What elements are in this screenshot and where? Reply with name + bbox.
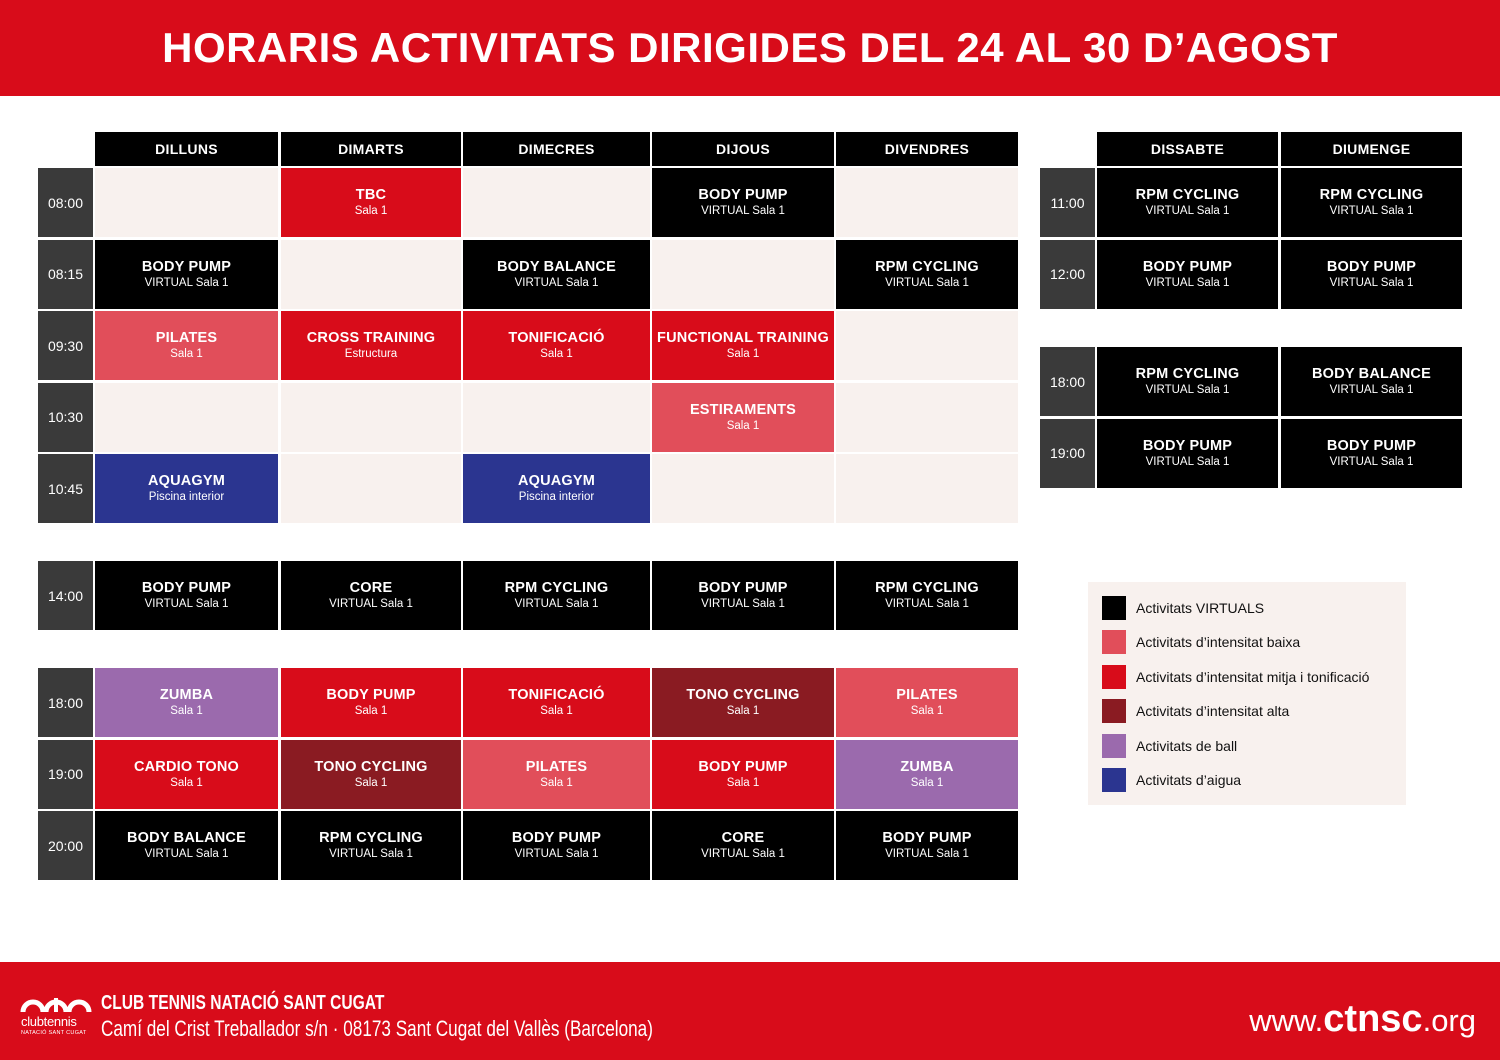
- activity-cell-tono-cycling[interactable]: [281, 740, 461, 809]
- activity-room: VIRTUAL Sala 1: [701, 848, 785, 860]
- activity-cell-rpm-cycling[interactable]: [1281, 168, 1462, 237]
- legend-label: Activitats d’intensitat baixa: [1136, 634, 1301, 651]
- time-slot: 18:00: [38, 668, 93, 737]
- header-bar: [0, 0, 1500, 96]
- legend-swatch: [1102, 768, 1126, 792]
- activity-name: BODY PUMP: [1326, 258, 1417, 275]
- activity-name: BODY PUMP: [511, 830, 602, 846]
- activity-room: Sala 1: [910, 776, 944, 789]
- activity-room: VIRTUAL Sala 1: [329, 598, 413, 610]
- legend-swatch: [1102, 630, 1126, 654]
- activity-cell-body-pump[interactable]: [836, 811, 1018, 880]
- activity-cell-pilates[interactable]: [95, 311, 278, 380]
- activity-name: ZUMBA: [900, 758, 954, 775]
- activity-room: VIRTUAL Sala 1: [144, 276, 229, 289]
- empty-slot: [836, 168, 1018, 237]
- activity-room: Estructura: [344, 348, 398, 360]
- activity-room: VIRTUAL Sala 1: [701, 205, 785, 217]
- website-brand: ctnsc: [1323, 998, 1423, 1040]
- activity-cell-tonificacio[interactable]: [463, 668, 650, 737]
- legend-item-alta: [1102, 699, 1289, 723]
- legend-label: Activitats d’aigua: [1136, 772, 1242, 788]
- activity-cell-zumba[interactable]: [836, 740, 1018, 809]
- activity-cell-tonificacio[interactable]: [463, 311, 650, 380]
- activity-name: BODY PUMP: [698, 758, 788, 775]
- activity-name: TBC: [355, 187, 387, 203]
- activity-cell-estiraments[interactable]: [652, 383, 834, 452]
- time-slot: 08:00: [38, 168, 93, 237]
- website-link[interactable]: [1249, 998, 1476, 1041]
- activity-cell-tbc[interactable]: [281, 168, 461, 237]
- activity-name: BODY PUMP: [882, 830, 972, 846]
- activity-room: VIRTUAL Sala 1: [1329, 205, 1414, 217]
- legend-item-baixa: [1102, 630, 1300, 654]
- activity-room: VIRTUAL Sala 1: [1329, 276, 1414, 289]
- activity-room: Sala 1: [540, 705, 573, 717]
- day-header-divendres: DIVENDRES: [836, 132, 1018, 166]
- activity-name: BODY PUMP: [1326, 437, 1417, 454]
- time-slot: 11:00: [1040, 168, 1095, 237]
- legend-item-mitja: [1102, 665, 1369, 689]
- time-slot: 08:15: [38, 240, 93, 309]
- activity-name: BODY PUMP: [698, 187, 788, 203]
- activity-cell-body-pump[interactable]: [95, 561, 278, 630]
- activity-name: PILATES: [155, 330, 218, 346]
- empty-slot: [463, 383, 650, 452]
- activity-name: RPM CYCLING: [875, 258, 979, 275]
- activity-room: VIRTUAL Sala 1: [514, 598, 599, 610]
- activity-name: BODY PUMP: [326, 687, 416, 703]
- activity-name: RPM CYCLING: [504, 580, 609, 596]
- activity-name: BODY PUMP: [1142, 258, 1233, 275]
- activity-cell-aquagym[interactable]: [463, 454, 650, 523]
- activity-cell-functional-training[interactable]: [652, 311, 834, 380]
- activity-room: VIRTUAL Sala 1: [329, 848, 413, 860]
- activity-room: Sala 1: [354, 776, 388, 789]
- activity-name: RPM CYCLING: [319, 830, 423, 846]
- activity-cell-body-balance[interactable]: [463, 240, 650, 309]
- activity-name: BODY PUMP: [1142, 437, 1233, 454]
- legend-swatch: [1102, 665, 1126, 689]
- empty-slot: [836, 383, 1018, 452]
- activity-room: VIRTUAL Sala 1: [885, 276, 969, 289]
- activity-name: CORE: [349, 580, 393, 596]
- empty-slot: [836, 454, 1018, 523]
- empty-slot: [652, 454, 834, 523]
- activity-cell-rpm-cycling[interactable]: [281, 811, 461, 880]
- activity-cell-rpm-cycling[interactable]: [836, 561, 1018, 630]
- club-name: CLUB TENNIS NATACIÓ SANT CUGAT: [101, 992, 385, 1014]
- activity-cell-pilates[interactable]: [463, 740, 650, 809]
- activity-room: Piscina interior: [518, 491, 595, 503]
- activity-room: VIRTUAL Sala 1: [701, 598, 785, 610]
- website-prefix: www.: [1249, 1003, 1324, 1038]
- activity-name: CARDIO TONO: [133, 758, 240, 775]
- empty-slot: [95, 168, 278, 237]
- activity-room: VIRTUAL Sala 1: [144, 848, 229, 860]
- activity-name: RPM CYCLING: [875, 580, 979, 596]
- day-header-dissabte: DISSABTE: [1097, 132, 1278, 166]
- activity-room: VIRTUAL Sala 1: [1145, 276, 1230, 289]
- legend-item-ball: [1102, 734, 1237, 758]
- activity-cell-body-balance[interactable]: [95, 811, 278, 880]
- activity-name: BODY BALANCE: [1312, 366, 1431, 382]
- legend-label: Activitats de ball: [1136, 737, 1238, 754]
- empty-slot: [652, 240, 834, 309]
- activity-room: Sala 1: [170, 776, 203, 789]
- empty-slot: [281, 240, 461, 309]
- time-slot: 18:00: [1040, 347, 1095, 416]
- activity-cell-core[interactable]: [281, 561, 461, 630]
- activity-room: Sala 1: [540, 776, 573, 789]
- activity-name: PILATES: [525, 758, 588, 775]
- time-slot: 14:00: [38, 561, 93, 630]
- logo-wordmark: clubtennis: [21, 1014, 77, 1029]
- activity-cell-core[interactable]: [652, 811, 834, 880]
- activity-name: RPM CYCLING: [1135, 187, 1240, 203]
- activity-name: BODY PUMP: [141, 258, 232, 275]
- club-address: Camí del Crist Treballador s/n · 08173 Sant Cugat del Vallès (Barcelona): [101, 1016, 653, 1041]
- activity-cell-rpm-cycling[interactable]: [836, 240, 1018, 309]
- empty-slot: [836, 311, 1018, 380]
- activity-name: TONIFICACIÓ: [508, 330, 605, 346]
- activity-room: VIRTUAL Sala 1: [514, 848, 599, 860]
- activity-name: PILATES: [896, 687, 958, 703]
- legend-swatch: [1102, 699, 1126, 723]
- activity-room: VIRTUAL Sala 1: [514, 276, 599, 289]
- activity-cell-rpm-cycling[interactable]: [1097, 347, 1278, 416]
- logo-mark-icon: [20, 992, 92, 1014]
- day-header-dilluns: DILLUNS: [95, 132, 278, 166]
- time-slot: 10:30: [38, 383, 93, 452]
- logo-subtitle: NATACIÓ SANT CUGAT: [21, 1030, 87, 1036]
- activity-cell-body-pump[interactable]: [1097, 419, 1278, 488]
- activity-name: TONIFICACIÓ: [508, 687, 605, 703]
- legend-swatch: [1102, 734, 1126, 758]
- time-slot: 09:30: [38, 311, 93, 380]
- empty-slot: [281, 383, 461, 452]
- activity-name: RPM CYCLING: [1135, 366, 1240, 382]
- activity-cell-body-pump[interactable]: [652, 561, 834, 630]
- activity-room: Sala 1: [354, 705, 388, 717]
- activity-cell-tono-cycling[interactable]: [652, 668, 834, 737]
- activity-cell-rpm-cycling[interactable]: [463, 561, 650, 630]
- activity-room: Sala 1: [726, 705, 760, 717]
- activity-room: Sala 1: [726, 419, 760, 432]
- activity-room: VIRTUAL Sala 1: [1145, 455, 1230, 468]
- legend-swatch: [1102, 596, 1126, 620]
- day-header-dimecres: DIMECRES: [463, 132, 650, 166]
- activity-name: AQUAGYM: [147, 473, 226, 489]
- activity-room: Piscina interior: [148, 491, 225, 503]
- activity-name: BODY PUMP: [698, 580, 788, 596]
- activity-name: TONO CYCLING: [686, 687, 800, 703]
- activity-name: BODY BALANCE: [497, 258, 616, 275]
- legend-label: Activitats VIRTUALS: [1136, 600, 1265, 616]
- activity-room: VIRTUAL Sala 1: [1329, 455, 1414, 468]
- activity-cell-body-pump[interactable]: [281, 668, 461, 737]
- footer-bar: [0, 962, 1500, 1060]
- legend-label: Activitats d’intensitat alta: [1136, 703, 1290, 720]
- activity-room: VIRTUAL Sala 1: [144, 598, 229, 610]
- activity-cell-body-pump[interactable]: [463, 811, 650, 880]
- activity-cell-cardio-tono[interactable]: [95, 740, 278, 809]
- activity-cell-pilates[interactable]: [836, 668, 1018, 737]
- activity-room: VIRTUAL Sala 1: [885, 598, 969, 610]
- page-title: HORARIS ACTIVITATS DIRIGIDES DEL 24 AL 30 D’AGOST: [162, 24, 1338, 71]
- activity-cell-body-pump[interactable]: [95, 240, 278, 309]
- time-slot: 19:00: [38, 740, 93, 809]
- activity-room: Sala 1: [726, 348, 760, 360]
- activity-room: Sala 1: [170, 705, 203, 717]
- time-slot: 10:45: [38, 454, 93, 523]
- legend: [1088, 582, 1406, 805]
- legend-item-aigua: [1102, 768, 1241, 792]
- activity-room: VIRTUAL Sala 1: [1145, 384, 1230, 396]
- empty-slot: [95, 383, 278, 452]
- activity-room: Sala 1: [354, 205, 388, 217]
- activity-name: BODY PUMP: [141, 580, 232, 596]
- website-suffix: .org: [1422, 1003, 1476, 1038]
- activity-cell-rpm-cycling[interactable]: [1097, 168, 1278, 237]
- empty-slot: [281, 454, 461, 523]
- activity-room: VIRTUAL Sala 1: [1329, 384, 1414, 396]
- time-slot: 19:00: [1040, 419, 1095, 488]
- activity-cell-body-balance[interactable]: [1281, 347, 1462, 416]
- activity-room: VIRTUAL Sala 1: [885, 848, 969, 860]
- activity-cell-aquagym[interactable]: [95, 454, 278, 523]
- activity-name: ZUMBA: [159, 687, 214, 703]
- activity-name: RPM CYCLING: [1319, 187, 1424, 203]
- activity-cell-body-pump[interactable]: [1281, 419, 1462, 488]
- legend-item-virtual: [1102, 596, 1264, 620]
- activity-name: FUNCTIONAL TRAINING: [657, 330, 829, 346]
- day-header-dimarts: DIMARTS: [281, 132, 461, 166]
- activity-name: ESTIRAMENTS: [689, 401, 797, 418]
- club-logo: [20, 992, 92, 1040]
- activity-cell-body-pump[interactable]: [1097, 240, 1278, 309]
- activity-cell-body-pump[interactable]: [1281, 240, 1462, 309]
- activity-room: Sala 1: [170, 348, 203, 360]
- time-slot: 20:00: [38, 811, 93, 880]
- activity-room: VIRTUAL Sala 1: [1145, 205, 1230, 217]
- activity-room: Sala 1: [540, 348, 573, 360]
- activity-name: TONO CYCLING: [314, 758, 428, 775]
- activity-name: AQUAGYM: [517, 473, 596, 489]
- empty-slot: [463, 168, 650, 237]
- activity-name: BODY BALANCE: [127, 830, 246, 846]
- time-slot: 12:00: [1040, 240, 1095, 309]
- activity-room: Sala 1: [726, 776, 760, 789]
- activity-cell-body-pump[interactable]: [652, 168, 834, 237]
- activity-room: Sala 1: [910, 705, 944, 717]
- activity-cell-zumba[interactable]: [95, 668, 278, 737]
- day-header-diumenge: DIUMENGE: [1281, 132, 1462, 166]
- activity-cell-cross-training[interactable]: [281, 311, 461, 380]
- legend-label: Activitats d’intensitat mitja i tonificació: [1136, 668, 1370, 685]
- activity-name: CORE: [721, 830, 765, 846]
- day-header-dijous: DIJOUS: [652, 132, 834, 166]
- activity-name: CROSS TRAINING: [306, 330, 436, 346]
- activity-cell-body-pump[interactable]: [652, 740, 834, 809]
